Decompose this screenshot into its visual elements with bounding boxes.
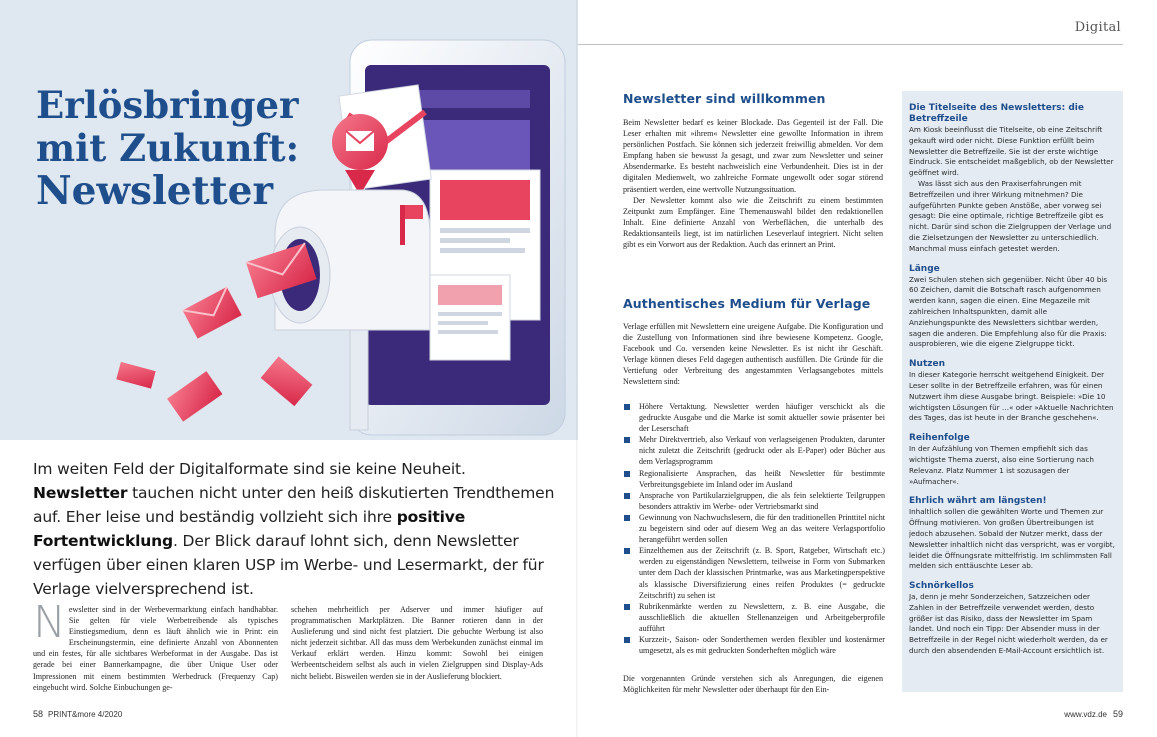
dropcap: N [33,597,66,648]
left-page [0,0,578,737]
left-body-column-1 [33,597,278,693]
body-text-1-p2: Der Newsletter kommt also wie die Zeitschrift zu einem bestimmten Zeitpunkt zum Empfänger. Eine Themenauswahl bildet den redaktionellen Inhalt. Eine definierte Anzahl von Werbeflächen, die unterhalb des Redaktionsanteils liegt, ist im natürlichen Leseverlauf integriert. Nicht selten gibt es ein Vorwort aus der Redaktion. Auch das erinnert an Print. [623,195,883,250]
left-body-text-2: schehen mehrheitlich per Adserver und immer häufiger auf programmatischen Marktplätzen. Die Banner rotieren dann in der Auslieferung und sind nicht fest platziert. Die gebuchte Werbung ist also nicht jederzeit sichtbar. All das muss dem Werbekunden zunächst einmal im Verkauf erklärt werden. Hinzu kommt: Sowohl bei einigen Werbeentscheidern selbst als auch in vielen Zielgruppen sind Display-Ads nicht beliebt. Bisweilen werden sie in der Auslieferung blockiert. [291,605,543,681]
left-body-column-2 [291,604,543,682]
sidebar-text-schnoerkellos: Ja, denn je mehr Sonderzeichen, Satzzeichen oder Zahlen in der Betreffzeile verwendet werden, desto größer ist das Risiko, dass der Newsletter im Spam landet. Und noch ein Tipp: Der Absender muss in der Betreffzeile in der Regel nicht wiederholt werden, da er durch den absendenden E-Mail-Account ersichtlich ist. [909,592,1108,656]
sidebar-text-reihenfolge: In der Aufzählung von Themen empfiehlt sich das wichtigste Thema zuerst, also eine Sortierung nach Relevanz. Platz Nummer 1 ist sozusagen der »Aufmacher«. [909,444,1094,486]
lead-part-2: tauchen nicht unter den heiß diskutierten Trendthemen auf. Eher leise und beständig vollzieht sich ihre [33,484,555,526]
section-tag: Digital [1074,20,1121,35]
sidebar-heading-reihenfolge: Reihenfolge [909,433,970,444]
lead-part-3: . Der Blick darauf lohnt sich, denn Newsletter verfügen über einen klaren USP im Werbe- und Lesermarkt, der für Verlage vielversprechend ist. [33,532,544,598]
hero-title-line-3: Newsletter [36,168,274,214]
right-page [578,0,1157,737]
body-text-2 [623,321,883,388]
heading-newsletter-willkommen: Newsletter sind willkommen [623,91,826,106]
footer-right [1064,709,1123,719]
sidebar-heading-betreffzeile: Die Titelseite des Newsletters: die Betreffzeile [909,103,1084,124]
sidebar-heading-ehrlich: Ehrlich währt am längsten! [909,496,1047,507]
list-item: Regionalisierte Ansprachen, das heißt Newsletter für bestimmte Verbreitungsgebiete im Inland oder im Ausland [623,468,885,490]
list-item: Gewinnung von Nachwuchslesern, die für den traditionellen Printtitel nicht zu begeistern sind oder auf diesem Weg an das weitere Verlagsportfolio herangeführt werden sollen [623,512,885,545]
list-item: Mehr Direktvertrieb, also Verkauf von verlagseigenen Produkten, darunter nicht zuletzt die Zeitschrift (gedruckt oder als E-Paper) oder Bücher aus dem Verlagsprogramm [623,434,885,467]
body-text-3 [623,673,883,695]
lead-paragraph [33,457,563,601]
footer-url: www.vdz.de [1064,710,1107,719]
header-rule [578,44,1123,45]
body-text-1 [623,117,883,250]
sidebar-text-betreffzeile [909,125,1115,255]
list-item: Höhere Vertaktung. Newsletter werden häufiger verschickt als die gedruckte Ausgabe und die Marke ist somit aktueller sowie präsenter bei der Leserschaft [623,401,885,434]
list-item: Ansprache von Partikularzielgruppen, die als fein selektierte Teilgruppen besonders attraktiv im Werbe- oder Vertriebsmarkt sind [623,490,885,512]
body-text-1-p1: Beim Newsletter bedarf es keiner Blockade. Das Gegenteil ist der Fall. Die Leser erhalten mit »ihrem« Newsletter eine gewollte Information in ihrem persönlichen Postfach. Sie können sich jederzeit freiwillig abmelden. Vor dem Empfang haben sie bewusst Ja gesagt, und zwar zum Newsletter und seiner Absendermarke. Es besteht nachweislich eine Verbundenheit. Dies ist in der digitalen Medienwelt, wo zahlreiche Formate ungewollt oder sogar störend präsentiert werden, eine wertvolle Nutzungssituation. [623,118,883,194]
body-text-3-p1: Die vorgenannten Gründe verstehen sich als Anregungen, die eigenen Möglichkeiten für mehr Newsletter oder überhaupt für den Ein- [623,674,883,695]
hero-title-line-1: Erlösbringer [36,83,299,127]
sidebar-text-betreffzeile-a: Am Kiosk beeinflusst die Titelseite, ob eine Zeitschrift gekauft wird oder nicht. Diese Funktion erfüllt beim Newsletter die Betreffzeile. Sie ist der erste wichtige Eindruck. Sie entscheidet maßgeblich, ob der Newsletter geöffnet wird. [909,125,1114,178]
lead-part-1: Im weiten Feld der Digitalformate sind sie keine Neuheit. [33,460,466,478]
publication-issue: PRINT&more 4/2020 [48,710,123,719]
sidebar-text-nutzen: In dieser Kategorie herrscht weitgehend Einigkeit. Der Leser sollte in der Betreffzeile erfahren, was für einen Nutzwert ihm diese Ausgabe bringt. Beispiele: »Die 10 wichtigsten Lösungen für …« oder »Aktuelle Nachrichten des Tages, das ist heute in der Branche geschehen«. [909,370,1114,423]
list-item: Kurzzeit-, Saison- oder Sonderthemen werden flexibler und kostenärmer umgesetzt, als es mit gedruckten Sonderheften möglich wäre [623,634,885,656]
sidebar-heading-laenge: Länge [909,263,940,274]
reasons-list [623,401,885,656]
page-number-right: 59 [1112,709,1123,719]
list-item: Rubrikenmärkte werden zu Newslettern, z. B. eine Ausgabe, die ausschließlich die aktuellen Stellenanzeigen und Arbeitgeberprofile aufführt [623,601,885,634]
body-text-2-p1: Verlage erfüllen mit Newslettern eine ureigene Aufgabe. Die Konfiguration und die Zustellung von Informationen sind ihre bewiesene Kompetenz. Google, Facebook und Co. versenden keine Newsletter. Es ist nicht ihr Geschäft. Verlage können dieses Feld dagegen authentisch ausfüllen. Die Gründe für die Vertiefung oder Verbreitung des angestammten Verlagsangebotes mittels Newslettern sind: [623,322,883,387]
sidebar-heading-schnoerkellos: Schnörkellos [909,581,974,592]
left-body-text-1: ewsletter sind in der Werbevermarktung einfach handhabbar. Sie gelten für viele Werbetreibende als typisches Einstiegsmedium, denn es läuft ähnlich wie in Print: ein Erscheinungstermin, eine definierte Anzahl von Abonnenten und ein festes, für alle sichtbares Werbeformat in der Ausgabe. Das ist gerade bei einer Bannerkampagne, die über Unique User oder Impressionen mit einem bestimmten Werbedruck (Frequenzy Cap) eingebucht wird. Solche Einbuchungen ge- [33,605,278,692]
page-number-left: 58 [33,709,44,719]
lead-bold-2: positive Fortentwicklung [33,508,466,550]
hero-title-line-2: mit Zukunft: [36,126,300,170]
list-item: Einzelthemen aus der Zeitschrift (z. B. Sport, Ratgeber, Wirtschaft etc.) werden zu eigenständigen Newslettern, teilweise in Form von Submarken unter dem Dach der klassischen Printmarke, was aus Marketingperspektive als klassische Diversifizierung eines reifen Produktes (= gedruckte Zeitschrift) zu sehen ist [623,545,885,600]
lead-bold-1: Newsletter [33,484,128,502]
footer-left [33,709,122,719]
sidebar-text-betreffzeile-b: Was lässt sich aus den Praxiserfahrungen mit Betreffzeilen und ihrer Wirkung mitnehmen? Die aufgeführten Punkte geben Anstöße, aber vorweg sei gesagt: Die eine optimale, richtige Betreffzeile gibt es nicht. Darür sind schon die Zielgruppen der Verlage und die Zielsetzungen der Newsletter zu unterschiedlich. Manchmal muss einfach getestet werden. [909,178,1112,253]
heading-authentisches-medium: Authentisches Medium für Verlage [623,296,871,311]
sidebar-heading-nutzen: Nutzen [909,359,945,370]
sidebar-text-laenge: Zwei Schulen stehen sich gegenüber. Nicht über 40 bis 60 Zeichen, damit die Botschaft rasch aufgenommen werden kann, sagen die einen. Eine Megazeile mit zahlreichen Inhaltspunkten, damit alle Anziehungspunkte des Newsletters sichtbar werden, sagen die anderen. Die Empfehlung also für die Praxis: ausprobieren, wie die eigene Zielgruppe tickt. [909,274,1108,349]
hero-section [0,0,578,440]
sidebar-text-ehrlich: Inhaltlich sollen die gewählten Worte und Themen zur Öffnung motivieren. Von großen Übertreibungen ist jedoch abzusehen. Sobald der Nutzer merkt, dass der Newsletter inhaltlich nicht das verspricht, was er vorgibt, leidet die Öffnungsrate mittelfristig. Im schlimmsten Fall melden sich enttäuschte Leser ab. [909,507,1115,571]
hero-title [36,84,299,213]
sidebar-betreffzeile-tips [902,91,1123,692]
